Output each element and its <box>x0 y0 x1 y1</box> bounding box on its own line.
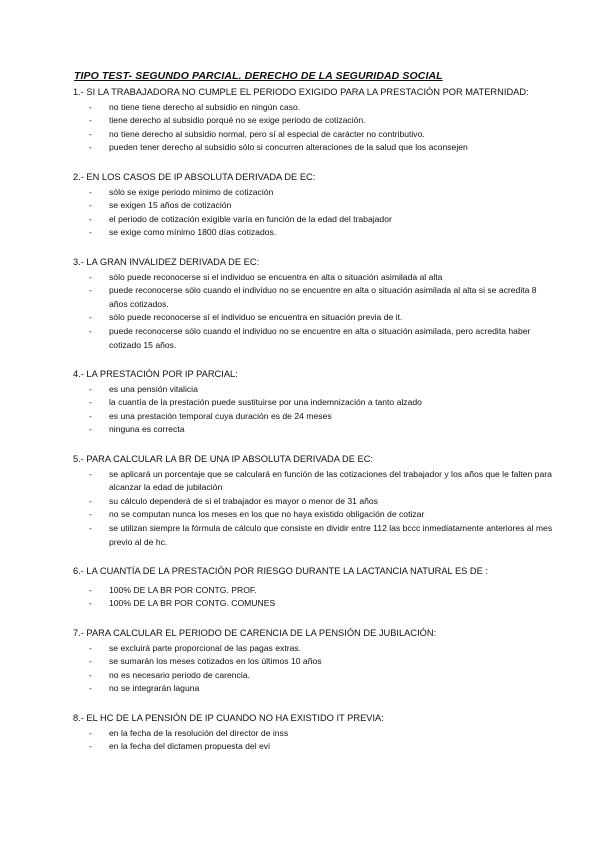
question-8 <box>73 712 556 754</box>
question-3 <box>73 256 556 352</box>
answer-option: - se exige como mínimo 1800 días cotizados. <box>73 226 556 240</box>
answer-option: - la cuantía de la prestación puede sustituirse por una indemnización a tanto alzado <box>73 396 556 410</box>
document-title: TIPO TEST- SEGUNDO PARCIAL. DERECHO DE LA SEGURIDAD SOCIAL <box>74 70 443 82</box>
answer-option: - en la fecha del dictamen propuesta del evi <box>73 740 556 754</box>
answer-option: - sólo puede reconocerse si el individuo se encuentra en alta o situación asimilada al alta <box>73 271 556 285</box>
option-list <box>73 727 556 754</box>
question-text: 4.- LA PRESTACIÓN POR IP PARCIAL: <box>73 369 238 380</box>
question-6 <box>73 565 556 611</box>
answer-option: - se utilizan siempre la fórmula de cálculo que consiste en dividir entre 112 las bccc inmediatamente anteriores al mes previo al de hc. <box>73 522 556 549</box>
answer-option: - es una prestación temporal cuya duración es de 24 meses <box>73 410 556 424</box>
option-list <box>73 186 556 240</box>
question-text: 3.- LA GRAN INVALIDEZ DERIVADA DE EC: <box>73 256 260 267</box>
answer-option: - se sumarán los meses cotizados en los últimos 10 años <box>73 655 556 669</box>
question-text: 8.- EL HC DE LA PENSIÓN DE IP CUANDO NO HA EXISTIDO IT PREVIA: <box>73 712 384 723</box>
answer-option: - se exigen 15 años de cotización <box>73 199 556 213</box>
option-list <box>73 101 556 155</box>
question-5 <box>73 453 556 549</box>
answer-option: - 100% DE LA BR POR CONTG. COMUNES <box>73 597 556 611</box>
answer-option: - sólo puede reconocerse sí el individuo se encuentra en situación previa de it. <box>73 311 556 325</box>
answer-option: - no tiene tiene derecho al subsidio en ningún caso. <box>73 101 556 115</box>
question-text: 2.- EN LOS CASOS DE IP ABSOLUTA DERIVADA DE EC: <box>73 171 316 182</box>
answer-option: - no es necesario periodo de carencia. <box>73 669 556 683</box>
answer-option: - tiene derecho al subsidio porqué no se exige periodo de cotización. <box>73 114 556 128</box>
answer-option: - sólo se exige periodo mínimo de cotización <box>73 186 556 200</box>
answer-option: - el periodo de cotización exigible varía en función de la edad del trabajador <box>73 213 556 227</box>
answer-option: - no se computan nunca los meses en los que no haya existido obligación de cotizar <box>73 508 556 522</box>
question-text: 6.- LA CUANTÍA DE LA PRESTACIÓN POR RIESGO DURANTE LA LACTANCIA NATURAL ES DE : <box>73 566 489 577</box>
answer-option: - no tiene derecho al subsidio normal, pero sí al especial de carácter no contributivo. <box>73 128 556 142</box>
answer-option: - se aplicará un porcentaje que se calculará en función de las cotizaciones del trabajador y los años que le falten para alcanzar la edad de jubilación <box>73 468 556 495</box>
answer-option: - pueden tener derecho al subsidio sólo si concurren alteraciones de la salud que los aconsejen <box>73 141 556 155</box>
answer-option: - en la fecha de la resolución del director de inss <box>73 727 556 741</box>
answer-option: - puede reconocerse sólo cuando el individuo no se encuentre en alta o situación asimilada, pero acredita haber cotizado 15 años. <box>73 325 556 352</box>
question-4 <box>73 368 556 437</box>
answer-option: - ninguna es correcta <box>73 423 556 437</box>
answer-option: - no se integrarán laguna <box>73 682 556 696</box>
option-list <box>73 468 556 550</box>
question-1 <box>73 86 556 155</box>
question-text: 1.- SI LA TRABAJADORA NO CUMPLE EL PERIODO EXIGIDO PARA LA PRESTACIÓN POR MATERNIDAD: <box>73 87 529 97</box>
question-7 <box>73 627 556 696</box>
option-list <box>73 642 556 696</box>
answer-option: - es una pensión vitalicia <box>73 383 556 397</box>
answer-option: - se excluirá parte proporcional de las pagas extras. <box>73 642 556 656</box>
option-list <box>73 271 556 353</box>
question-text: 5.- PARA CALCULAR LA BR DE UNA IP ABSOLUTA DERIVADA DE EC: <box>73 454 374 465</box>
answer-option: - puede reconocerse sólo cuando el individuo no se encuentre en alta o situación asimilada al alta si se acredita 8 años cotizados. <box>73 284 556 311</box>
answer-option: - su cálculo dependerá de si el trabajador es mayor o menor de 31 años <box>73 495 556 509</box>
question-text: 7.- PARA CALCULAR EL PERIODO DE CARENCIA DE LA PENSIÓN DE JUBILACIÓN: <box>73 628 437 638</box>
answer-option: - 100% DE LA BR POR CONTG. PROF. <box>73 584 556 598</box>
option-list <box>73 383 556 437</box>
option-list <box>73 584 556 611</box>
question-2 <box>73 171 556 240</box>
